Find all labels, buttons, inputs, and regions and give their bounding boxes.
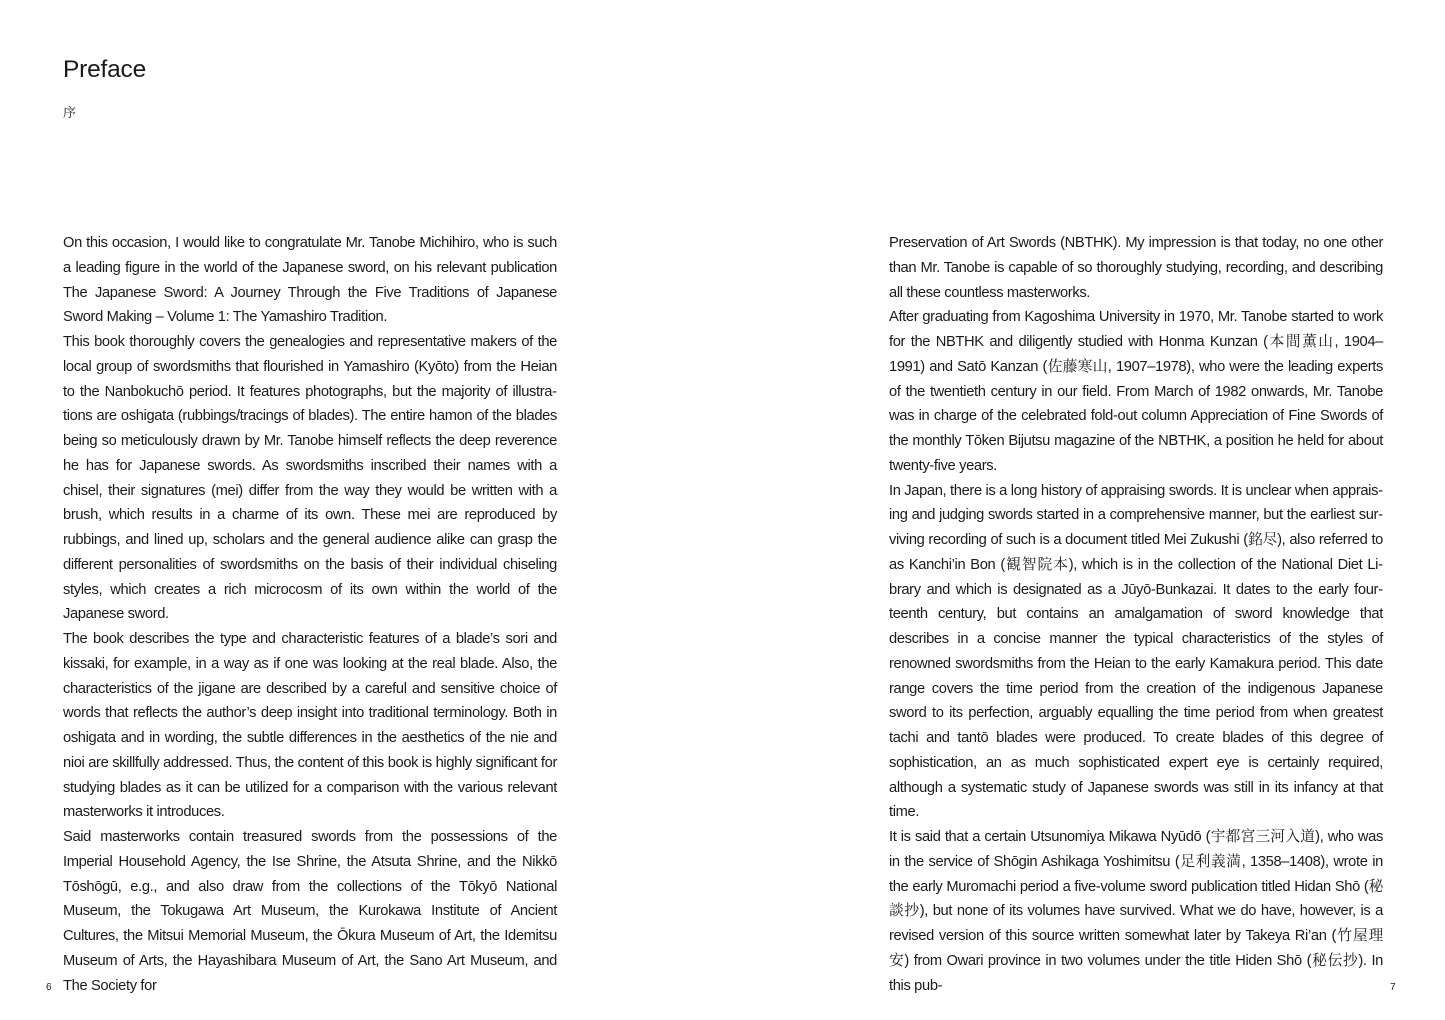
paragraph: On this occasion, I would like to congratulate Mr. Tanobe Michihiro, who is such a leading figure in the world of the Japanese sword, on his relevant publication The Japanese Sword: A Journey Through the Five Traditions of Japanese Sword Making – Volume 1: The Yamashiro Tradition. [63,235,557,326]
left-text-column [63,231,557,998]
right-text-column [889,231,1383,998]
paragraph: This book thoroughly covers the genealogies and representative makers of the local group of swordsmiths that flourished in Yamashiro (Kyōto) from the Heian to the Nanbokuchō period. It features photographs, but the majority of illustrations are oshigata (rubbings/tracings of blades). The entire hamon of the blades being so meticulously drawn by Mr. Tanobe himself reflects the deep reverence he has for Japanese swords. As swordsmiths inscribed their names with a chisel, their signatures (mei) differ from the way they would be written with a brush, which results in a charme of its own. These mei are reproduced by rubbings, and lined up, scholars and the general audience alike can grasp the different personalities of swordsmiths on the basis of their individual chiseling styles, which creates a rich microcosm of its own within the world of the Japanese sword. [63,334,557,623]
paragraph: In Japan, there is a long history of appraising swords. It is unclear when appraising and judging swords started in a comprehensive manner, but the earliest surviving recording of such is a document titled Mei Zukushi (銘尽), also referred to as Kanchi’in Bon (観智院本), which is in the collection of the National Diet Library and which is designated as a Jūyō-Bunkazai. It dates to the early fourteenth century, but contains an amalgamation of sword knowledge that describes in a concise manner the typical characteristics of the styles of renowned swordsmiths from the Heian to the early Kamakura period. This date range covers the time period from the creation of the indigenous Japanese sword to its perfection, arguably equalling the time period from when greatest tachi and tantō blades were produced. To create blades of this degree of sophistication, an as much sophisticated expert eye is certainly required, although a systematic study of Japanese swords was still in its infancy at that time. [889,482,1383,821]
page-subtitle-kanji: 序 [63,105,77,120]
page-title: Preface [63,56,147,83]
page-number-left: 6 [46,982,52,993]
page-number-right: 7 [1390,982,1396,993]
paragraph: Said masterworks contain treasured swords from the possessions of the Imperial Household Agency, the Ise Shrine, the Atsuta Shrine, and the Nikkō Tōshōgū, e.g., and also draw from the collections of the Tōkyō National Museum, the Tokugawa Art Museum, the Kurokawa Institute of Ancient Cultures, the Mitsui Memorial Museum, the Ōkura Museum of Art, the Idemitsu Museum of Arts, the Hayashibara Museum of Art, the Sano Art Museum, and The Society for [63,829,557,994]
paragraph: Preservation of Art Swords (NBTHK). My impression is that today, no one other than Mr. Tanobe is capable of so thoroughly studying, recording, and describing all these countless masterworks. [889,235,1383,301]
paragraph: The book describes the type and characteristic features of a blade’s sori and kissaki, for example, in a way as if one was looking at the real blade. Also, the characteristics of the jigane are described by a careful and sensitive choice of words that reflects the author’s deep insight into traditional terminology. Both in oshigata and in wording, the subtle differences in the aesthetics of the nie and nioi are skillfully addressed. Thus, the content of this book is highly significant for studying blades as it can be utilized for a comparison with the various relevant masterworks it introduces. [63,631,557,821]
paragraph: After graduating from Kagoshima University in 1970, Mr. Tanobe started to work for the NBTHK and diligently studied with Honma Kunzan (本間薫山, 1904–1991) and Satō Kanzan (佐藤寒山, 1907–1978), who were the leading experts of the twentieth century in our field. From March of 1982 onwards, Mr. Tanobe was in charge of the celebrated fold-out column Appreciation of Fine Swords of the monthly Tōken Bijutsu magazine of the NBTHK, a position he held for about twenty-five years. [889,309,1383,474]
paragraph: It is said that a certain Utsunomiya Mikawa Nyūdō (宇都宮三河入道), who was in the service of Shōgin Ashikaga Yoshimitsu (足利義満, 1358–1408), wrote in the early Muromachi period a five-volume sword publication titled Hidan Shō (秘談抄), but none of its volumes have survived. What we do have, however, is a revised version of this source written somewhat later by Takeya Ri’an (竹屋理安) from Owari province in two volumes under the title Hiden Shō (秘伝抄). In this pub- [889,829,1383,994]
